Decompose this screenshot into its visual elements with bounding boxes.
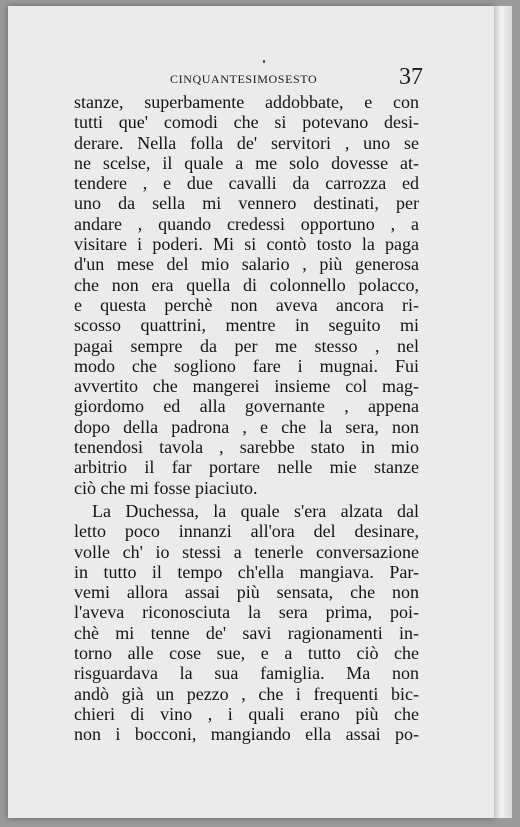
text-line: uno da sella mi vennero destinati, per: [74, 193, 419, 214]
text-line: non i bocconi, mangiando ella assai po-: [74, 724, 419, 745]
text-line: tendere , e due cavalli da carrozza ed: [74, 173, 419, 194]
running-head: CINQUANTESIMOSESTO: [170, 72, 318, 86]
text-line: in tutto il tempo ch'ella mangiava. Par-: [74, 561, 419, 582]
body-text: [74, 92, 419, 745]
text-line: arbitrio il far portare nelle mie stanze: [74, 457, 419, 478]
book-page: [8, 6, 494, 818]
paragraph: [74, 501, 419, 745]
text-line: torno alle cose sue, e a tutto ciò che: [74, 643, 419, 664]
text-line: chieri di vino , i quali erano più che: [74, 703, 419, 724]
text-line: tutti que' comodi che si potevano desi-: [74, 112, 419, 133]
text-line: La Duchessa, la quale s'era alzata dal: [92, 500, 419, 521]
text-line: pagai sempre da per me stesso , nel: [74, 335, 419, 356]
printer-mark: [263, 60, 265, 63]
text-line: tenendosi tavola , sarebbe stato in mio: [74, 437, 419, 458]
text-line: letto poco innanzi all'ora del desinare,: [74, 521, 419, 542]
text-line: d'un mese del mio salario , più generosa: [74, 254, 419, 275]
text-line: ciò che mi fosse piaciuto.: [74, 477, 258, 498]
text-line: che non era quella di colonnello polacco,: [74, 274, 419, 295]
paragraph: [74, 92, 419, 498]
text-line: stanze, superbamente addobbate, e con: [74, 92, 419, 112]
text-line: derare. Nella folla de' servitori , uno se: [74, 132, 419, 153]
text-line: visitare i poderi. Mi si contò tosto la paga: [74, 234, 419, 255]
text-line: giordomo ed alla governante , appena: [74, 396, 419, 417]
text-line: avvertito che mangerei insieme col mag-: [74, 376, 419, 397]
text-line: volle ch' io stessi a tenerle conversazione: [74, 541, 419, 562]
text-line: vemi allora assai più sensata, che non: [74, 582, 419, 603]
text-line: andò già un pezzo , che i frequenti bic-: [74, 683, 419, 704]
text-line: chè mi tenne de' savi ragionamenti in-: [74, 622, 419, 643]
text-line: e questa perchè non aveva ancora ri-: [74, 294, 419, 315]
text-line: risguardava la sua famiglia. Ma non: [74, 663, 419, 684]
text-line: l'aveva riconosciuta la sera prima, poi-: [74, 602, 419, 623]
page-header: [78, 64, 423, 92]
text-line: scosso quattrini, mentre in seguito mi: [74, 315, 419, 336]
text-line: modo che sogliono fare i mugnai. Fui: [74, 355, 419, 376]
page-number: 37: [399, 64, 423, 90]
text-line: dopo della padrona , e che la sera, non: [74, 416, 419, 437]
text-line: ne scelse, il quale a me solo dovesse at-: [74, 152, 419, 173]
text-line: andare , quando credessi opportuno , a: [74, 213, 419, 234]
